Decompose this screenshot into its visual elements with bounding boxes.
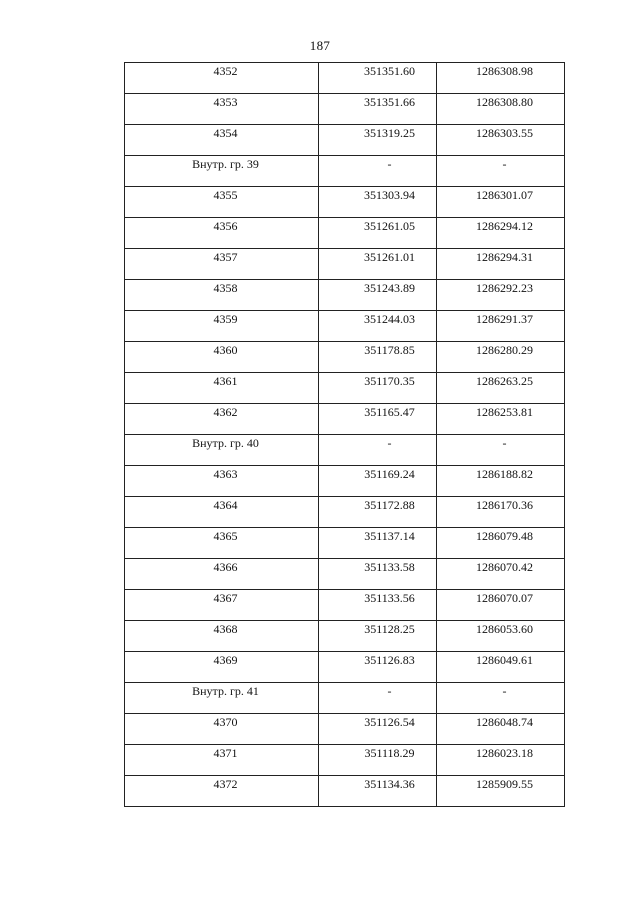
x-coordinate-cell	[319, 683, 437, 714]
table-row	[125, 94, 565, 125]
table-row	[125, 683, 565, 714]
x-coordinate-cell-text: 351126.54	[364, 715, 415, 729]
point-number-cell	[125, 621, 319, 652]
point-number-cell	[125, 745, 319, 776]
y-coordinate-cell	[437, 528, 565, 559]
y-coordinate-cell	[437, 125, 565, 156]
y-coordinate-cell-text: -	[502, 436, 507, 450]
x-coordinate-cell-text: 351165.47	[364, 405, 415, 419]
table-row	[125, 590, 565, 621]
y-coordinate-cell-text: 1286292.23	[476, 281, 533, 295]
point-number-cell-text: 4368	[213, 622, 238, 636]
y-coordinate-cell	[437, 621, 565, 652]
x-coordinate-cell	[319, 311, 437, 342]
point-number-cell-text: 4372	[213, 777, 238, 791]
x-coordinate-cell-text: 351134.36	[364, 777, 415, 791]
y-coordinate-cell	[437, 745, 565, 776]
x-coordinate-cell	[319, 652, 437, 683]
table-row	[125, 249, 565, 280]
x-coordinate-cell	[319, 218, 437, 249]
y-coordinate-cell-text: 1286023.18	[476, 746, 533, 760]
x-coordinate-cell-text: 351303.94	[364, 188, 415, 202]
point-number-cell-text: 4361	[213, 374, 238, 388]
y-coordinate-cell-text: 1286049.61	[476, 653, 533, 667]
point-number-cell-text: 4364	[213, 498, 238, 512]
table-row	[125, 776, 565, 807]
point-number-cell-text: 4356	[213, 219, 238, 233]
table-row	[125, 652, 565, 683]
y-coordinate-cell-text: 1286079.48	[476, 529, 533, 543]
y-coordinate-cell-text: -	[502, 157, 507, 171]
x-coordinate-cell	[319, 714, 437, 745]
point-number-cell-text: 4355	[213, 188, 238, 202]
point-number-cell	[125, 559, 319, 590]
y-coordinate-cell-text: 1286188.82	[476, 467, 533, 481]
y-coordinate-cell-text: 1286048.74	[476, 715, 533, 729]
x-coordinate-cell-text: 351261.05	[364, 219, 415, 233]
point-number-cell	[125, 187, 319, 218]
coordinates-table-body	[125, 63, 565, 807]
x-coordinate-cell	[319, 187, 437, 218]
x-coordinate-cell-text: -	[387, 157, 392, 171]
table-row	[125, 714, 565, 745]
x-coordinate-cell	[319, 528, 437, 559]
x-coordinate-cell	[319, 342, 437, 373]
point-number-cell	[125, 156, 319, 187]
y-coordinate-cell	[437, 373, 565, 404]
y-coordinate-cell	[437, 94, 565, 125]
x-coordinate-cell	[319, 497, 437, 528]
y-coordinate-cell-text: 1286053.60	[476, 622, 533, 636]
point-number-cell-text: 4367	[213, 591, 238, 605]
point-number-cell-text: 4357	[213, 250, 238, 264]
y-coordinate-cell	[437, 590, 565, 621]
x-coordinate-cell	[319, 466, 437, 497]
table-row	[125, 528, 565, 559]
point-number-cell-text: 4371	[213, 746, 238, 760]
point-number-cell-text: 4354	[213, 126, 238, 140]
x-coordinate-cell-text: -	[387, 684, 392, 698]
point-number-cell-text: 4353	[213, 95, 238, 109]
x-coordinate-cell	[319, 280, 437, 311]
point-number-cell-text: 4358	[213, 281, 238, 295]
point-number-cell-text: Внутр. гр. 41	[192, 684, 259, 698]
coordinates-table	[124, 62, 565, 807]
y-coordinate-cell-text: 1286070.07	[476, 591, 533, 605]
y-coordinate-cell-text: 1286303.55	[476, 126, 533, 140]
x-coordinate-cell	[319, 435, 437, 466]
point-number-cell-text: 4363	[213, 467, 238, 481]
x-coordinate-cell-text: 351351.66	[364, 95, 415, 109]
x-coordinate-cell	[319, 621, 437, 652]
table-row	[125, 621, 565, 652]
y-coordinate-cell	[437, 218, 565, 249]
point-number-cell	[125, 311, 319, 342]
table-row	[125, 218, 565, 249]
y-coordinate-cell	[437, 187, 565, 218]
point-number-cell	[125, 714, 319, 745]
y-coordinate-cell-text: 1286291.37	[476, 312, 533, 326]
x-coordinate-cell	[319, 63, 437, 94]
table-row	[125, 125, 565, 156]
x-coordinate-cell	[319, 156, 437, 187]
table-row	[125, 156, 565, 187]
y-coordinate-cell-text: 1286263.25	[476, 374, 533, 388]
point-number-cell	[125, 590, 319, 621]
x-coordinate-cell	[319, 745, 437, 776]
table-row	[125, 187, 565, 218]
point-number-cell	[125, 280, 319, 311]
point-number-cell-text: Внутр. гр. 39	[192, 157, 259, 171]
point-number-cell	[125, 652, 319, 683]
point-number-cell-text: Внутр. гр. 40	[192, 436, 259, 450]
page-number: 187	[309, 38, 331, 53]
point-number-cell-text: 4359	[213, 312, 238, 326]
x-coordinate-cell-text: 351118.29	[364, 746, 415, 760]
y-coordinate-cell	[437, 404, 565, 435]
y-coordinate-cell-text: 1286294.31	[476, 250, 533, 264]
table-row	[125, 342, 565, 373]
x-coordinate-cell-text: 351178.85	[364, 343, 415, 357]
x-coordinate-cell	[319, 373, 437, 404]
point-number-cell	[125, 776, 319, 807]
point-number-cell-text: 4362	[213, 405, 238, 419]
point-number-cell-text: 4366	[213, 560, 238, 574]
point-number-cell	[125, 466, 319, 497]
x-coordinate-cell-text: -	[387, 436, 392, 450]
table-row	[125, 559, 565, 590]
y-coordinate-cell-text: 1286294.12	[476, 219, 533, 233]
y-coordinate-cell	[437, 63, 565, 94]
y-coordinate-cell	[437, 559, 565, 590]
table-row	[125, 311, 565, 342]
point-number-cell	[125, 497, 319, 528]
point-number-cell-text: 4365	[213, 529, 238, 543]
y-coordinate-cell	[437, 683, 565, 714]
y-coordinate-cell	[437, 497, 565, 528]
point-number-cell	[125, 435, 319, 466]
x-coordinate-cell-text: 351172.88	[364, 498, 415, 512]
point-number-cell-text: 4360	[213, 343, 238, 357]
x-coordinate-cell-text: 351319.25	[364, 126, 415, 140]
x-coordinate-cell-text: 351244.03	[364, 312, 415, 326]
x-coordinate-cell	[319, 94, 437, 125]
point-number-cell	[125, 218, 319, 249]
x-coordinate-cell-text: 351351.60	[364, 64, 415, 78]
x-coordinate-cell-text: 351261.01	[364, 250, 415, 264]
table-row	[125, 404, 565, 435]
x-coordinate-cell-text: 351128.25	[364, 622, 415, 636]
y-coordinate-cell-text: 1286253.81	[476, 405, 533, 419]
x-coordinate-cell-text: 351133.58	[364, 560, 415, 574]
x-coordinate-cell-text: 351170.35	[364, 374, 415, 388]
point-number-cell	[125, 342, 319, 373]
y-coordinate-cell	[437, 466, 565, 497]
y-coordinate-cell	[437, 156, 565, 187]
table-row	[125, 497, 565, 528]
y-coordinate-cell-text: 1286308.98	[476, 64, 533, 78]
y-coordinate-cell-text: 1286301.07	[476, 188, 533, 202]
table-row	[125, 745, 565, 776]
x-coordinate-cell	[319, 249, 437, 280]
x-coordinate-cell	[319, 590, 437, 621]
y-coordinate-cell	[437, 652, 565, 683]
table-row	[125, 63, 565, 94]
x-coordinate-cell	[319, 559, 437, 590]
x-coordinate-cell-text: 351169.24	[364, 467, 415, 481]
point-number-cell	[125, 373, 319, 404]
x-coordinate-cell-text: 351137.14	[364, 529, 415, 543]
y-coordinate-cell	[437, 435, 565, 466]
point-number-cell	[125, 125, 319, 156]
point-number-cell	[125, 528, 319, 559]
x-coordinate-cell-text: 351133.56	[364, 591, 415, 605]
point-number-cell-text: 4352	[213, 64, 238, 78]
y-coordinate-cell-text: 1286280.29	[476, 343, 533, 357]
table-row	[125, 373, 565, 404]
y-coordinate-cell-text: 1286070.42	[476, 560, 533, 574]
y-coordinate-cell-text: 1286308.80	[476, 95, 533, 109]
x-coordinate-cell-text: 351243.89	[364, 281, 415, 295]
y-coordinate-cell	[437, 280, 565, 311]
y-coordinate-cell-text: -	[502, 684, 507, 698]
x-coordinate-cell	[319, 125, 437, 156]
y-coordinate-cell	[437, 311, 565, 342]
point-number-cell-text: 4370	[213, 715, 238, 729]
y-coordinate-cell-text: 1286170.36	[476, 498, 533, 512]
y-coordinate-cell	[437, 714, 565, 745]
y-coordinate-cell	[437, 342, 565, 373]
point-number-cell	[125, 94, 319, 125]
point-number-cell	[125, 404, 319, 435]
x-coordinate-cell	[319, 776, 437, 807]
point-number-cell-text: 4369	[213, 653, 238, 667]
x-coordinate-cell-text: 351126.83	[364, 653, 415, 667]
table-row	[125, 435, 565, 466]
point-number-cell	[125, 63, 319, 94]
x-coordinate-cell	[319, 404, 437, 435]
point-number-cell	[125, 249, 319, 280]
y-coordinate-cell-text: 1285909.55	[476, 777, 533, 791]
table-row	[125, 280, 565, 311]
point-number-cell	[125, 683, 319, 714]
table-row	[125, 466, 565, 497]
y-coordinate-cell	[437, 776, 565, 807]
y-coordinate-cell	[437, 249, 565, 280]
